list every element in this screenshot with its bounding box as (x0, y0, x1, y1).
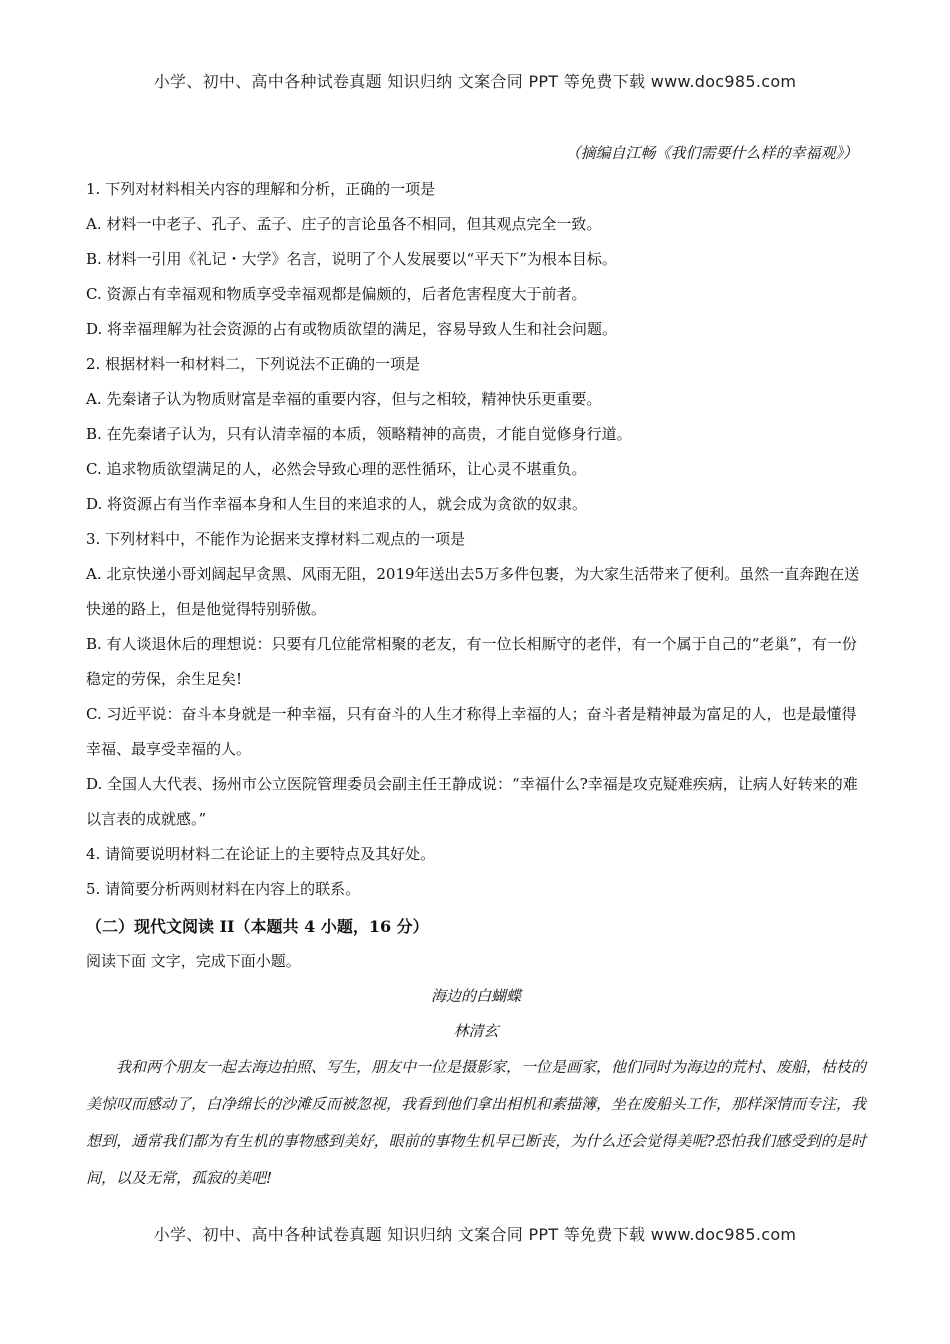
source-citation: （摘编自江畅《我们需要什么样的幸福观》） (565, 144, 858, 162)
question-2-option-c: C. 追求物质欲望满足的人，必然会导致心理的恶性循环，让心灵不堪重负。 (86, 460, 587, 478)
document-body (86, 140, 866, 1197)
question-1-option-a: A. 材料一中老子、孔子、孟子、庄子的言论虽各不相同，但其观点完全一致。 (86, 215, 602, 233)
question-3 (86, 522, 866, 837)
question-1-option-b: B. 材料一引用《礼记・大学》名言，说明了个人发展要以“平天下”为根本目标。 (86, 250, 617, 268)
question-5: 5. 请简要分析两则材料在内容上的联系。 (86, 880, 361, 898)
question-3-option-d: D. 全国人大代表、扬州市公立医院管理委员会副主任王静成说：“幸福什么?幸福是攻克疑难疾病，让病人好转来的难以言表的成就感。” (86, 775, 858, 828)
section-2-title: （二）现代文阅读 II（本题共 4 小题，16 分） (86, 917, 429, 936)
page-footer-banner: 小学、初中、高中各种试卷真题 知识归纳 文案合同 PPT 等免费下载 www.doc985.com (153, 1225, 797, 1244)
essay-title: 海边的白蝴蝶 (430, 987, 521, 1005)
question-4: 4. 请简要说明材料二在论证上的主要特点及其好处。 (86, 845, 436, 863)
page-header-banner: 小学、初中、高中各种试卷真题 知识归纳 文案合同 PPT 等免费下载 www.doc985.com (153, 72, 797, 91)
question-3-option-b: B. 有人谈退休后的理想说：只要有几位能常相聚的老友，有一位长相厮守的老伴，有一个属于自己的“老巢”，有一份稳定的劳保，余生足矣! (86, 635, 857, 688)
essay-paragraph: 我和两个朋友一起去海边拍照、写生，朋友中一位是摄影家，一位是画家，他们同时为海边的荒村、废船，枯枝的美惊叹而感动了，白净绵长的沙滩反而被忽视，我看到他们拿出相机和素描簿，坐在废船头工作，那样深情而专注，我想到，通常我们都为有生机的事物感到美好，眼前的事物生机早已断丧，为什么还会觉得美呢?恐怕我们感受到的是时间，以及无常，孤寂的美吧! (86, 1058, 867, 1187)
section-2-instruction: 阅读下面 文字，完成下面小题。 (86, 952, 301, 970)
question-2-stem: 2. 根据材料一和材料二，下列说法不正确的一项是 (86, 355, 421, 373)
question-2-option-d: D. 将资源占有当作幸福本身和人生目的来追求的人，就会成为贪欲的奴隶。 (86, 495, 588, 513)
question-3-option-a: A. 北京快递小哥刘阔起早贪黑、风雨无阻，2019年送出去5万多件包裹，为大家生活带来了便利。虽然一直奔跑在送快递的路上，但是他觉得特别骄傲。 (86, 565, 860, 618)
question-2 (86, 347, 866, 522)
question-1-option-c: C. 资源占有幸福观和物质享受幸福观都是偏颇的，后者危害程度大于前者。 (86, 285, 587, 303)
question-2-option-b: B. 在先秦诸子认为，只有认清幸福的本质，领略精神的高贵，才能自觉修身行道。 (86, 425, 632, 443)
essay-author: 林清玄 (453, 1022, 499, 1040)
question-1-option-d: D. 将幸福理解为社会资源的占有或物质欲望的满足，容易导致人生和社会问题。 (86, 320, 618, 338)
question-3-stem: 3. 下列材料中，不能作为论据来支撑材料二观点的一项是 (86, 530, 466, 548)
question-2-option-a: A. 先秦诸子认为物质财富是幸福的重要内容，但与之相较，精神快乐更重要。 (86, 390, 602, 408)
question-1 (86, 172, 866, 347)
question-3-option-c: C. 习近平说：奋斗本身就是一种幸福，只有奋斗的人生才称得上幸福的人；奋斗者是精神最为富足的人，也是最懂得幸福、最享受幸福的人。 (86, 705, 857, 758)
question-1-stem: 1. 下列对材料相关内容的理解和分析，正确的一项是 (86, 180, 436, 198)
